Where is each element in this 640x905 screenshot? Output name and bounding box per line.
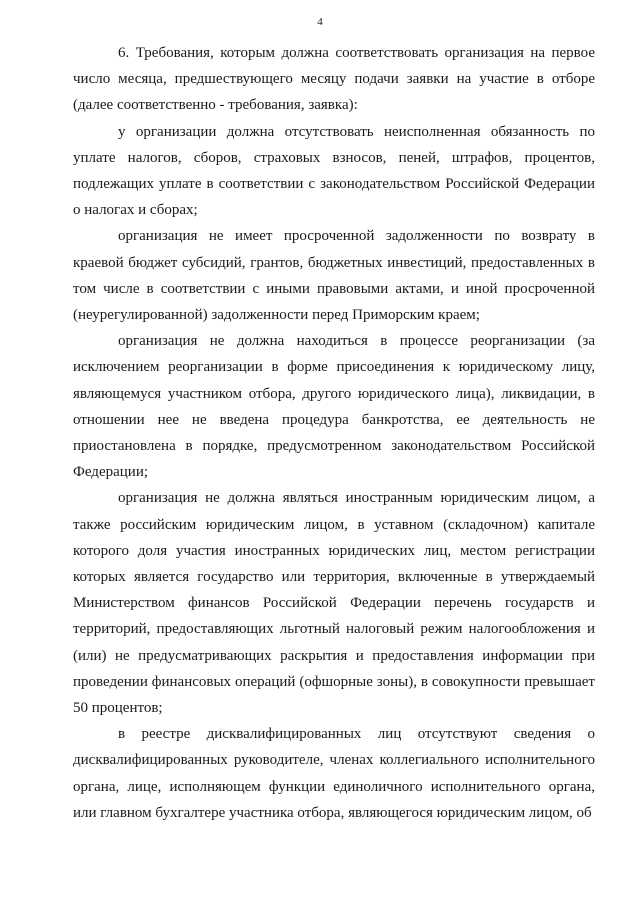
paragraph-disqualified-registry: в реестре дисквалифицированных лиц отсутствуют сведения о дисквалифицированных руководителе, членах коллегиального исполнительного органа, лице, исполняющем функции единоличного исполнительного органа, или главном бухгалтере участника отбора, являющегося юридическим лицом, об	[73, 726, 595, 821]
paragraph-foreign-entity: организация не должна являться иностранным юридическим лицом, а также российским юридическим лицом, в уставном (складочном) капитале которого доля участия иностранных юридических лиц, местом регистрации которых является государство или территория, включенные в утверждаемый Министерством финансов Российской Федерации перечень государств и территорий, предоставляющих льготный налоговый режим налогообложения и (или) не предусматривающих раскрытия и предоставления информации при проведении финансовых операций (офшорные зоны), в совокупности превышает 50 процентов;	[73, 490, 595, 717]
page-number: 4	[317, 16, 323, 28]
paragraph-requirements-intro: 6. Требования, которым должна соответствовать организация на первое число месяца, предшествующего месяцу подачи заявки на участие в отборе (далее соответственно - требования, заявка):	[73, 45, 595, 114]
document-body	[73, 40, 595, 826]
paragraph-reorganization: организация не должна находиться в процессе реорганизации (за исключением реорганизации в форме присоединения к юридическому лицу, являющемуся участником отбора, другого юридического лица), ликвидации, в отношении нее не введена процедура банкротства, ее деятельность не приостановлена в порядке, предусмотренном законодательством Российской Федерации;	[73, 333, 595, 481]
paragraph-tax-obligations: у организации должна отсутствовать неисполненная обязанность по уплате налогов, сборов, страховых взносов, пеней, штрафов, процентов, подлежащих уплате в соответствии с законодательством Российской Федерации о налогах и сборах;	[73, 123, 595, 219]
paragraph-overdue-debt: организация не имеет просроченной задолженности по возврату в краевой бюджет субсидий, грантов, бюджетных инвестиций, предоставленных в том числе в соответствии с иными правовыми актами, и иной просроченной (неурегулированной) задолженности перед Приморским краем;	[73, 228, 595, 324]
